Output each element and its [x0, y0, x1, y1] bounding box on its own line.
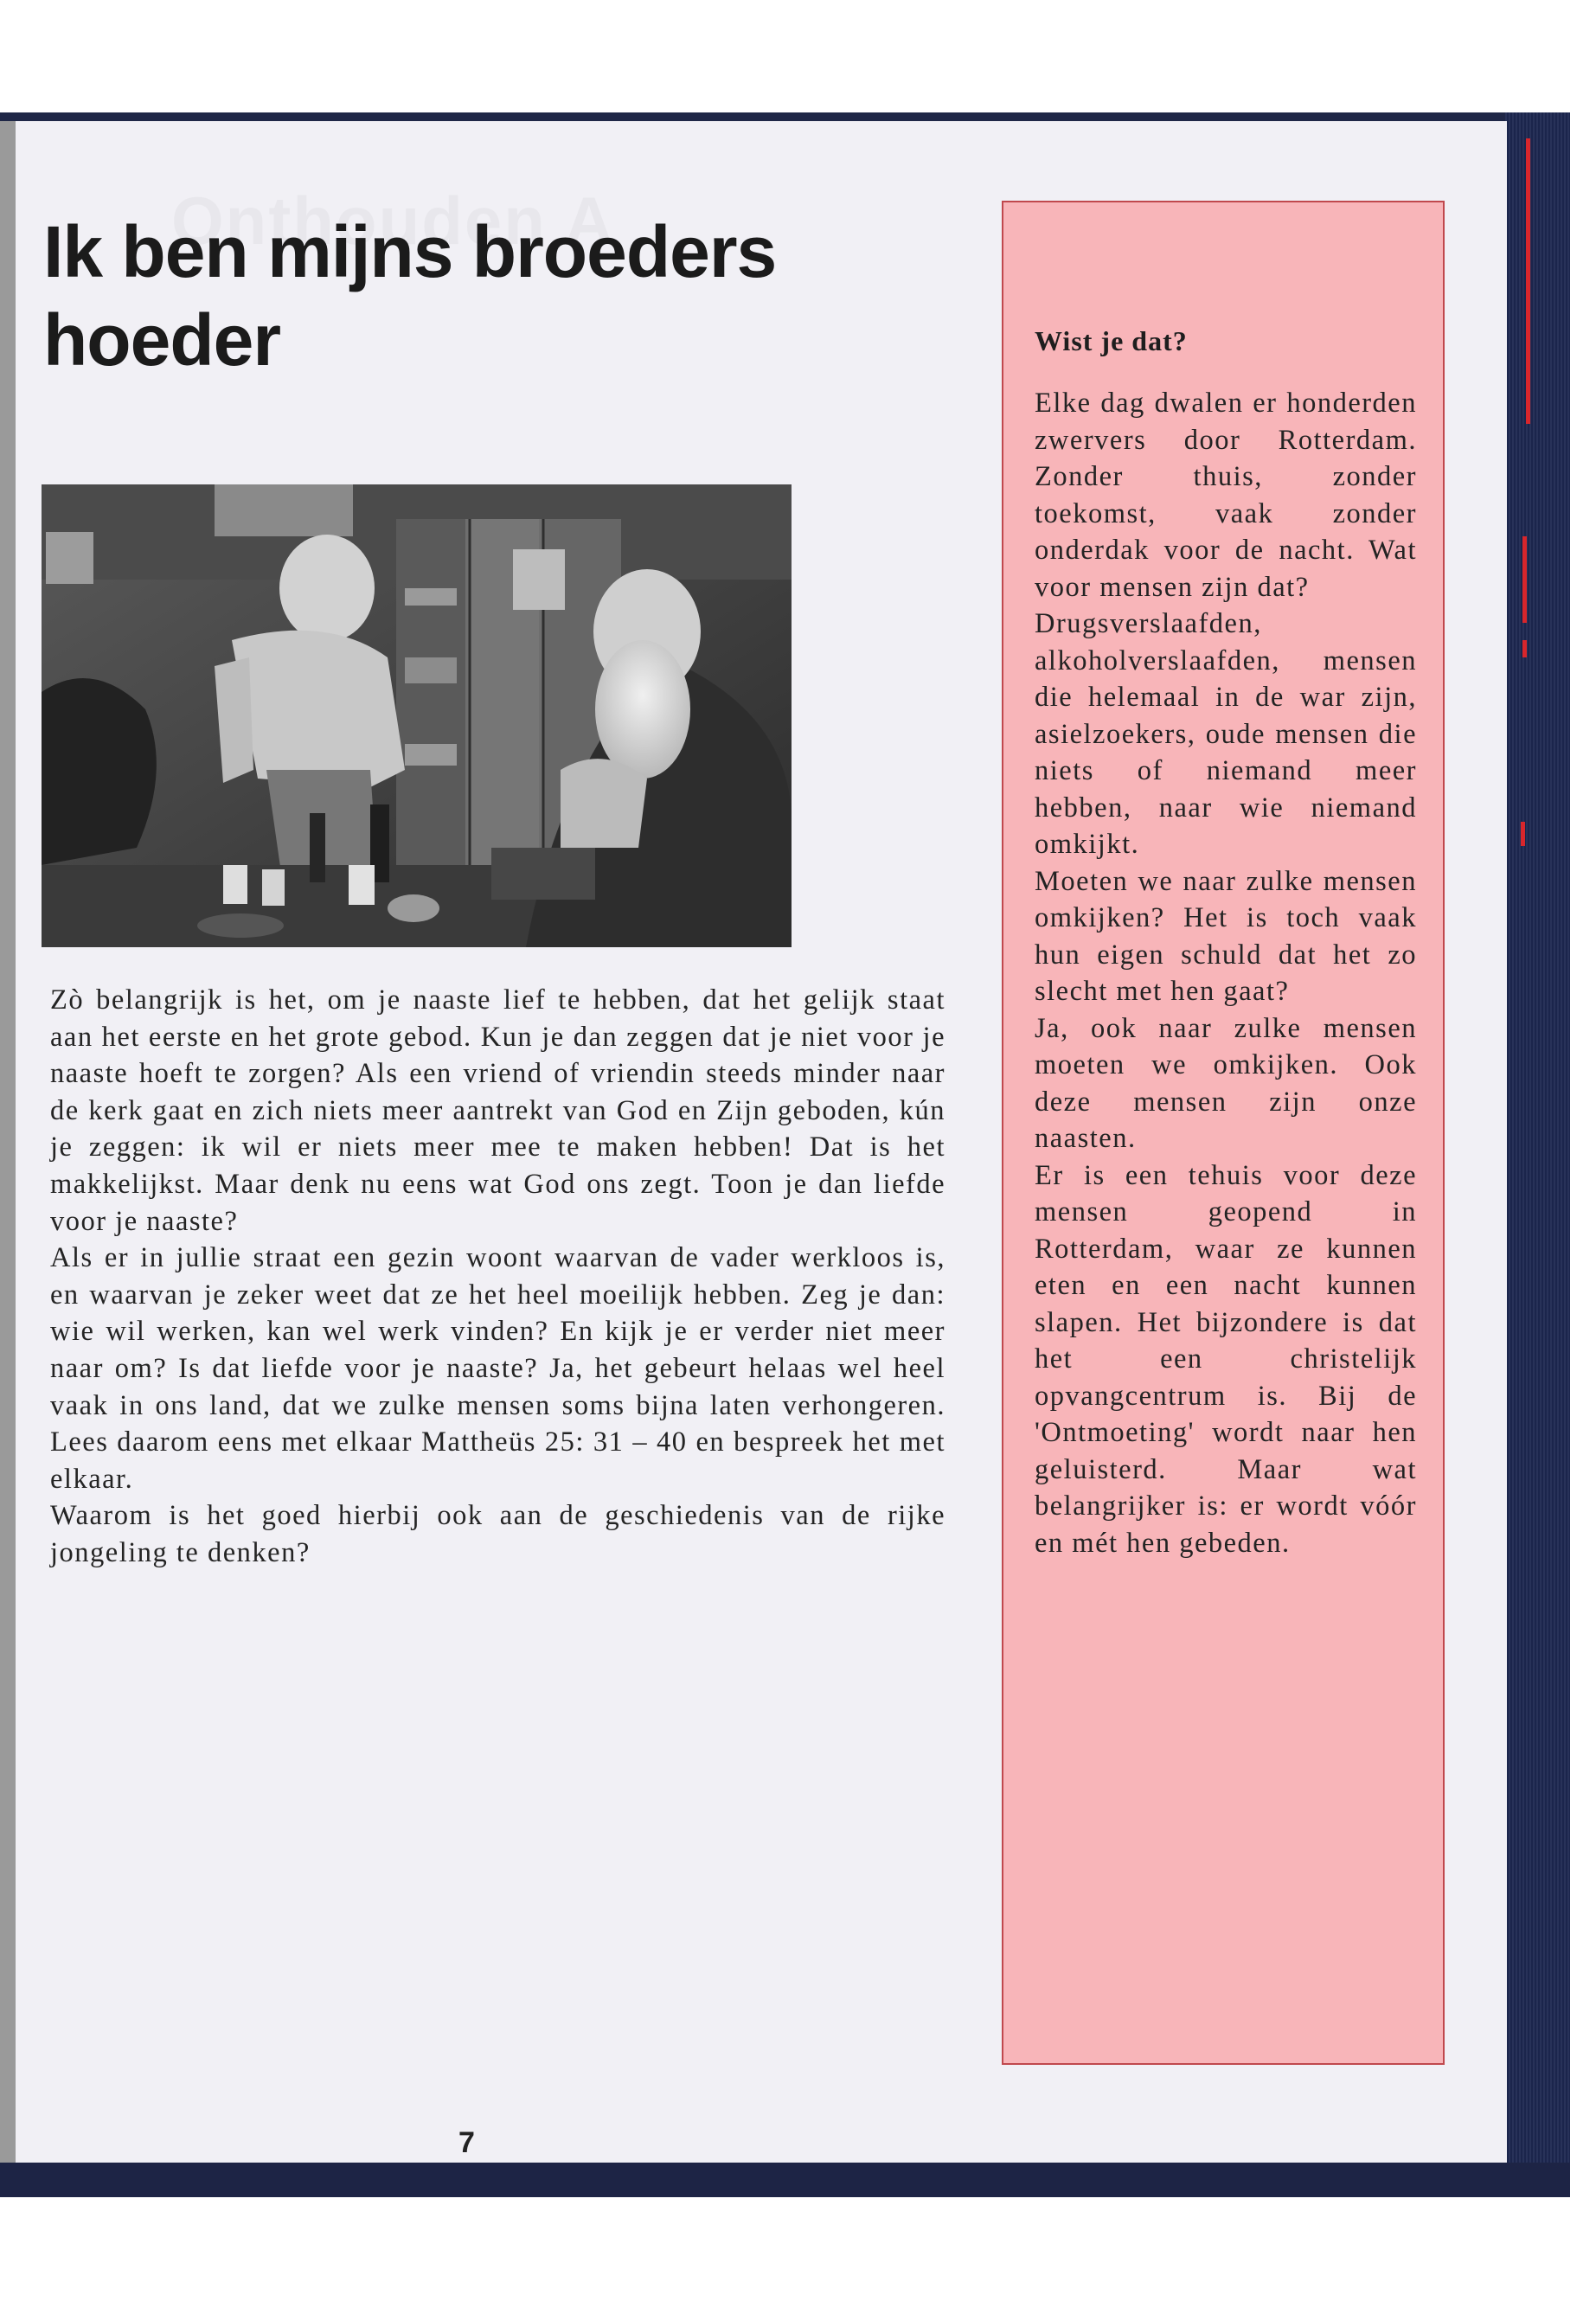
sidebar-paragraph: Er is een tehuis voor deze mensen geopend in Rotterdam, waar ze kunnen eten en een nacht kunnen slapen. Het bijzondere is dat het een christelijk opvangcentrum is. Bij de 'Ontmoeting' wordt naar hen geluisterd. Maar wat belangrijker is: er wordt vóór en mét hen gebeden. [1035, 1159, 1417, 1559]
sidebar-heading: Wist je dat? [1035, 325, 1188, 356]
photo-men-in-shelter [42, 484, 792, 947]
red-edge-mark [1522, 536, 1527, 623]
sidebar-paragraph: Elke dag dwalen er honderden zwervers door Rotterdam. Zonder thuis, zonder toekomst, vaak zonder onderdak voor de nacht. Wat voor mensen zijn dat? [1035, 388, 1417, 603]
sidebar-paragraph: Moeten we naar zulke mensen omkijken? Het is toch vaak hun eigen schuld dat het zo slecht met hen gaat? [1035, 865, 1417, 1007]
red-edge-mark [1526, 138, 1530, 424]
book-cover-right [1505, 112, 1570, 2193]
body-paragraph: Als er in jullie straat een gezin woont waarvan de vader werkloos is, en waarvan je zeker weet dat ze het heel moeilijk hebben. Zeg je dan: wie wil werken, kan wel werk vinden? En kijk je er verder niet meer naar om? Is dat liefde voor je naaste? Ja, het gebeurt helaas wel heel vaak in ons land, dat we zulke mensen soms bijna laten verhongeren. Lees daarom eens met elkaar Mattheüs 25: 31 – 40 en bespreek het met elkaar. [50, 1242, 945, 1495]
title-line-2: hoeder [43, 299, 281, 381]
book-cover-top [0, 112, 1533, 121]
sidebar-paragraph: Ja, ook naar zulke mensen moeten we omkijken. Ook deze mensen zijn onze naasten. [1035, 1012, 1417, 1154]
info-sidebar [1002, 201, 1445, 2065]
book-left-edge [0, 112, 16, 2197]
body-paragraph: Waarom is het goed hierbij ook aan de geschiedenis van de rijke jongeling te denken? [50, 1500, 945, 1568]
article-body [50, 982, 945, 1572]
sidebar-paragraph: Drugsverslaafden, alkoholverslaafden, mensen die helemaal in de war zijn, asielzoekers, oude mensen die niets of niemand meer hebben, naar wie niemand omkijkt. [1035, 608, 1417, 860]
red-edge-mark [1521, 822, 1525, 846]
book-cover-bottom [0, 2163, 1570, 2197]
book-page [16, 121, 1507, 2163]
red-edge-mark [1522, 640, 1527, 657]
page-number: 7 [458, 2126, 475, 2159]
title-line-1: Ik ben mijns broeders [43, 211, 777, 292]
page-title [43, 208, 776, 384]
sidebar-text [1035, 385, 1417, 1561]
body-paragraph: Zò belangrijk is het, om je naaste lief te hebben, dat het gelijk staat aan het eerste en het grote gebod. Kun je dan zeggen dat je niet voor je naaste hoeft te zorgen? Als een vriend of vriendin steeds minder naar de kerk gaat en zich niets meer aantrekt van God en Zijn geboden, kún je zeggen: ik wil er niets meer mee te maken hebben! Dat is het makkelijkst. Maar denk nu eens wat God ons zegt. Toon je dan liefde voor je naaste? [50, 984, 945, 1237]
